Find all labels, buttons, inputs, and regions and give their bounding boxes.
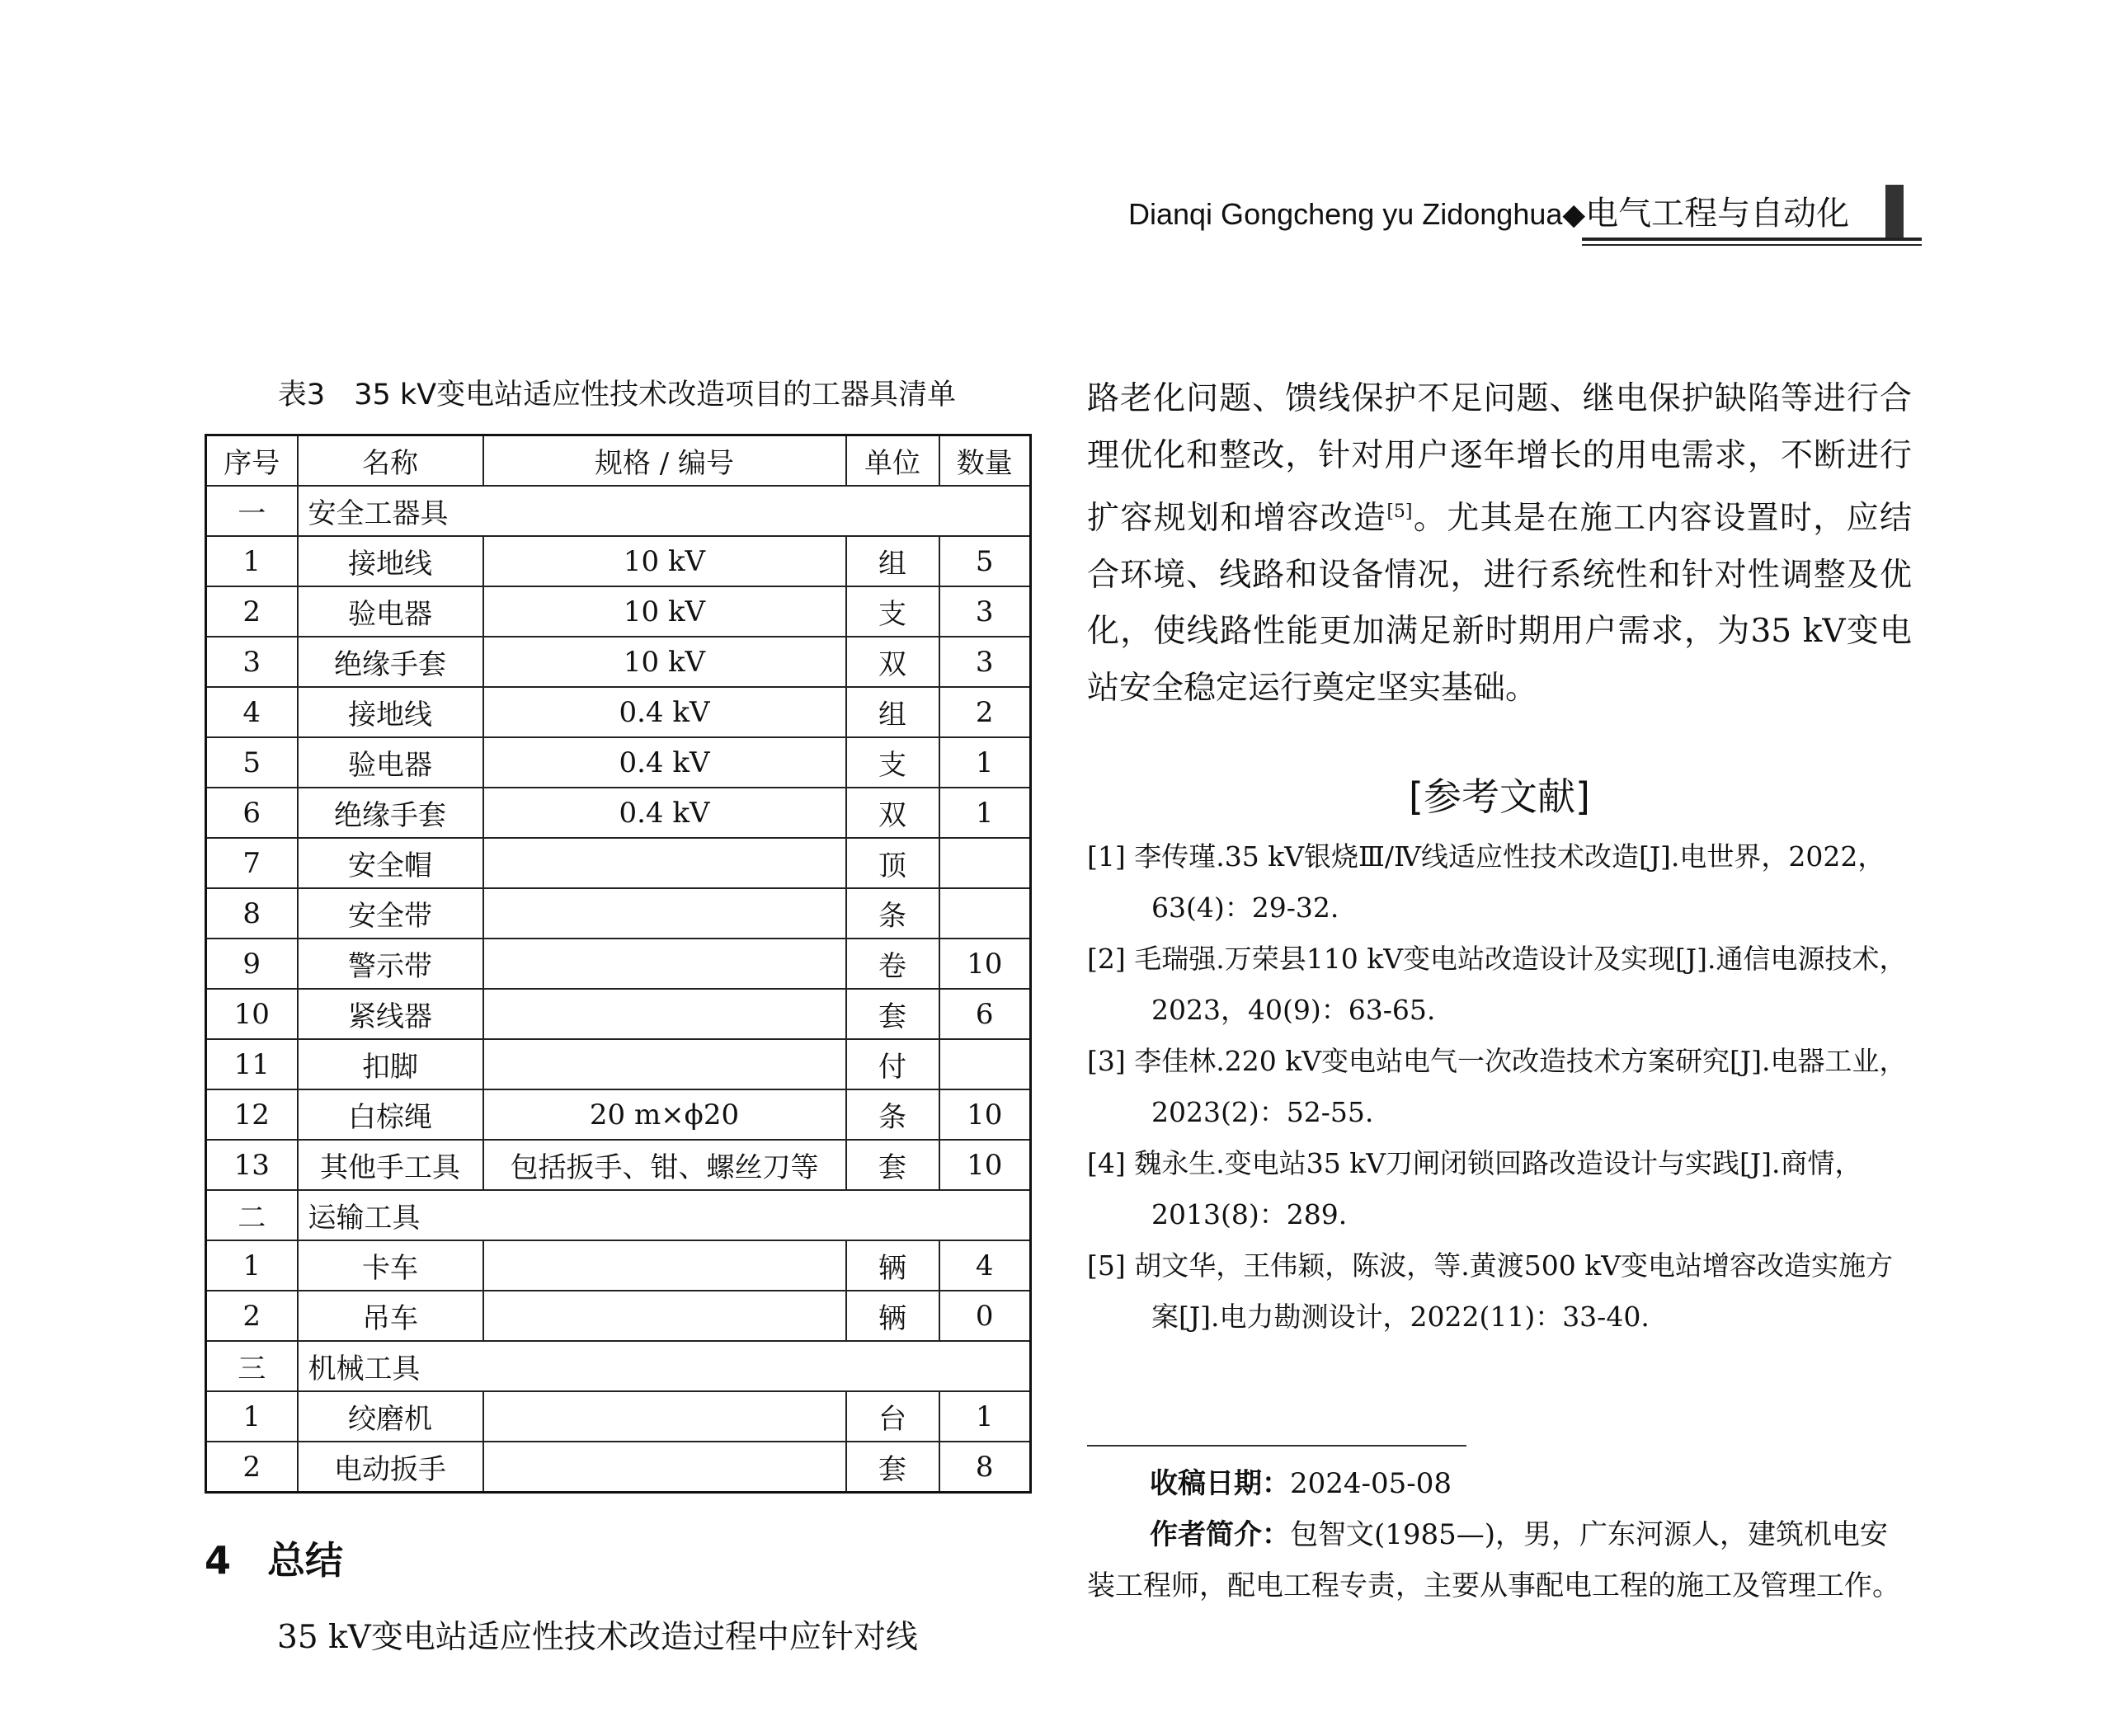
table-row xyxy=(206,1442,1031,1493)
cell-qty: 3 xyxy=(939,586,1031,637)
section-title: 总结 xyxy=(267,1538,344,1583)
cell-qty: 5 xyxy=(939,536,1031,586)
table-row xyxy=(206,989,1031,1039)
paragraph-text-part1: 路老化问题、馈线保护不足问题、继电保护缺陷等进行合理优化和整改，针对用户逐年增长的用电需求，不断进行扩容规划和增容改造 xyxy=(1087,380,1912,537)
cell-name: 卡车 xyxy=(298,1240,483,1291)
cell-qty: 10 xyxy=(939,939,1031,989)
table-row xyxy=(206,737,1031,788)
col-header-unit: 单位 xyxy=(846,435,939,487)
cell-no: 一 xyxy=(206,486,298,536)
cell-unit: 套 xyxy=(846,1442,939,1493)
received-label: 收稿日期： xyxy=(1150,1467,1290,1500)
table-row xyxy=(206,788,1031,838)
cell-no: 4 xyxy=(206,687,298,737)
cell-no: 1 xyxy=(206,1391,298,1442)
reference-item: [3] 李佳林.220 kV变电站电气一次改造技术方案研究[J].电器工业，2023(2)：52-55. xyxy=(1087,1045,1907,1128)
cell-no: 1 xyxy=(206,536,298,586)
cell-qty: 1 xyxy=(939,788,1031,838)
cell-spec xyxy=(483,1391,846,1442)
cell-name: 电动扳手 xyxy=(298,1442,483,1493)
cell-unit: 辆 xyxy=(846,1291,939,1341)
col-header-name: 名称 xyxy=(298,435,483,487)
cell-qty xyxy=(939,888,1031,939)
header-rule xyxy=(1582,238,1922,241)
table-caption: 表3 35 kV变电站适应性技术改造项目的工器具清单 xyxy=(277,379,957,412)
table-section-row xyxy=(206,1190,1031,1240)
cell-spec: 0.4 kV xyxy=(483,788,846,838)
cell-unit: 支 xyxy=(846,737,939,788)
cell-spec: 包括扳手、钳、螺丝刀等 xyxy=(483,1140,846,1190)
cell-name: 安全帽 xyxy=(298,838,483,888)
cell-spec xyxy=(483,888,846,939)
col-header-spec: 规格 / 编号 xyxy=(483,435,846,487)
cell-name: 其他手工具 xyxy=(298,1140,483,1190)
table-row xyxy=(206,1140,1031,1190)
cell-unit: 双 xyxy=(846,788,939,838)
section-title-cell: 机械工具 xyxy=(298,1341,1031,1391)
cell-no: 12 xyxy=(206,1089,298,1140)
footnote xyxy=(1087,1458,1912,1611)
footnote-rule xyxy=(1087,1445,1466,1447)
cell-no: 5 xyxy=(206,737,298,788)
cell-name: 绝缘手套 xyxy=(298,637,483,687)
cell-qty: 6 xyxy=(939,989,1031,1039)
cell-qty: 2 xyxy=(939,687,1031,737)
table-body xyxy=(206,486,1031,1493)
cell-qty: 1 xyxy=(939,1391,1031,1442)
table-section-row xyxy=(206,486,1031,536)
cell-no: 7 xyxy=(206,838,298,888)
table-section-row xyxy=(206,1341,1031,1391)
section-title-cell: 运输工具 xyxy=(298,1190,1031,1240)
author-label: 作者简介： xyxy=(1150,1518,1290,1551)
table-row xyxy=(206,838,1031,888)
table-row xyxy=(206,1391,1031,1442)
cell-qty: 3 xyxy=(939,637,1031,687)
tools-table xyxy=(205,434,1032,1494)
cell-no: 二 xyxy=(206,1190,298,1240)
cell-no: 2 xyxy=(206,1442,298,1493)
cell-spec xyxy=(483,838,846,888)
table-row xyxy=(206,536,1031,586)
citation-superscript: [5] xyxy=(1386,501,1413,522)
cell-no: 6 xyxy=(206,788,298,838)
cell-no: 1 xyxy=(206,1240,298,1291)
header-marker-block xyxy=(1885,185,1904,238)
table-row xyxy=(206,586,1031,637)
cell-name: 接地线 xyxy=(298,687,483,737)
cell-unit: 付 xyxy=(846,1039,939,1089)
table-row xyxy=(206,1240,1031,1291)
paragraph-text-part2: 。尤其是在施工内容设置时，应结合环境、线路和设备情况，进行系统性和针对性调整及优化，使线路性能更加满足新时期用户需求，为35 kV变电站安全稳定运行奠定坚实基础。 xyxy=(1087,500,1912,707)
reference-item: [5] 胡文华，王伟颖，陈波，等.黄渡500 kV变电站增容改造实施方案[J].电力勘测设计，2022(11)：33-40. xyxy=(1087,1249,1894,1333)
cell-name: 接地线 xyxy=(298,536,483,586)
table-row xyxy=(206,687,1031,737)
header-pinyin: Dianqi Gongcheng yu Zidonghua xyxy=(1128,197,1563,231)
cell-no: 2 xyxy=(206,1291,298,1341)
cell-spec: 0.4 kV xyxy=(483,737,846,788)
cell-spec: 10 kV xyxy=(483,586,846,637)
reference-item: [2] 毛瑞强.万荣县110 kV变电站改造设计及实现[J].通信电源技术，2023，40(9)：63-65. xyxy=(1087,943,1907,1026)
author-bio: 包智文(1985—)，男，广东河源人，建筑机电安装工程师，配电工程专责，主要从事配电工程的施工及管理工作。 xyxy=(1087,1518,1900,1602)
cell-spec: 10 kV xyxy=(483,536,846,586)
summary-paragraph-start: 35 kV变电站适应性技术改造过程中应针对线 xyxy=(277,1619,918,1656)
cell-spec xyxy=(483,989,846,1039)
cell-name: 吊车 xyxy=(298,1291,483,1341)
cell-qty: 10 xyxy=(939,1140,1031,1190)
cell-qty: 0 xyxy=(939,1291,1031,1341)
cell-qty xyxy=(939,838,1031,888)
cell-unit: 顶 xyxy=(846,838,939,888)
cell-no: 三 xyxy=(206,1341,298,1391)
cell-unit: 条 xyxy=(846,1089,939,1140)
cell-spec xyxy=(483,1291,846,1341)
cell-name: 绞磨机 xyxy=(298,1391,483,1442)
received-date-line xyxy=(1087,1458,1912,1509)
cell-name: 紧线器 xyxy=(298,989,483,1039)
cell-spec: 20 m×ϕ20 xyxy=(483,1089,846,1140)
cell-unit: 卷 xyxy=(846,939,939,989)
cell-name: 验电器 xyxy=(298,586,483,637)
received-date: 2024-05-08 xyxy=(1290,1467,1452,1500)
summary-paragraph-continued xyxy=(1087,371,1912,717)
cell-no: 11 xyxy=(206,1039,298,1089)
cell-unit: 支 xyxy=(846,586,939,637)
table-row xyxy=(206,1089,1031,1140)
cell-no: 3 xyxy=(206,637,298,687)
references-list xyxy=(1087,831,1912,1343)
cell-no: 9 xyxy=(206,939,298,989)
cell-name: 警示带 xyxy=(298,939,483,989)
cell-name: 验电器 xyxy=(298,737,483,788)
cell-no: 8 xyxy=(206,888,298,939)
table-header-row xyxy=(206,435,1031,487)
running-header xyxy=(1128,191,1879,237)
cell-name: 安全带 xyxy=(298,888,483,939)
references-heading: [参考文献] xyxy=(1409,774,1590,819)
cell-spec xyxy=(483,939,846,989)
cell-unit: 套 xyxy=(846,989,939,1039)
table-row xyxy=(206,637,1031,687)
cell-spec: 10 kV xyxy=(483,637,846,687)
cell-name: 扣脚 xyxy=(298,1039,483,1089)
section-title-cell: 安全工器具 xyxy=(298,486,1031,536)
cell-no: 10 xyxy=(206,989,298,1039)
cell-name: 绝缘手套 xyxy=(298,788,483,838)
cell-qty xyxy=(939,1039,1031,1089)
cell-unit: 条 xyxy=(846,888,939,939)
cell-no: 2 xyxy=(206,586,298,637)
cell-qty: 8 xyxy=(939,1442,1031,1493)
table-row xyxy=(206,1039,1031,1089)
cell-spec xyxy=(483,1442,846,1493)
reference-item: [1] 李传瑾.35 kV银烧Ⅲ/Ⅳ线适应性技术改造[J].电世界，2022，63(4)：29-32. xyxy=(1087,840,1885,924)
reference-item: [4] 魏永生.变电站35 kV刀闸闭锁回路改造设计与实践[J].商情，2013(8)：289. xyxy=(1087,1147,1862,1230)
header-rule-thin xyxy=(1582,244,1922,246)
table-row xyxy=(206,1291,1031,1341)
header-title: 电气工程与自动化 xyxy=(1585,195,1850,233)
section-heading xyxy=(205,1536,699,1585)
cell-spec xyxy=(483,1240,846,1291)
cell-unit: 台 xyxy=(846,1391,939,1442)
cell-no: 13 xyxy=(206,1140,298,1190)
cell-qty: 10 xyxy=(939,1089,1031,1140)
cell-spec: 0.4 kV xyxy=(483,687,846,737)
col-header-qty: 数量 xyxy=(939,435,1031,487)
table-row xyxy=(206,888,1031,939)
author-bio-line xyxy=(1087,1509,1912,1611)
cell-name: 白棕绳 xyxy=(298,1089,483,1140)
cell-qty: 1 xyxy=(939,737,1031,788)
cell-unit: 组 xyxy=(846,536,939,586)
cell-qty: 4 xyxy=(939,1240,1031,1291)
cell-unit: 套 xyxy=(846,1140,939,1190)
table-row xyxy=(206,939,1031,989)
cell-unit: 双 xyxy=(846,637,939,687)
section-number: 4 xyxy=(205,1538,232,1583)
col-header-no: 序号 xyxy=(206,435,298,487)
cell-unit: 组 xyxy=(846,687,939,737)
cell-spec xyxy=(483,1039,846,1089)
cell-unit: 辆 xyxy=(846,1240,939,1291)
header-diamond-icon: ◆ xyxy=(1562,197,1586,231)
